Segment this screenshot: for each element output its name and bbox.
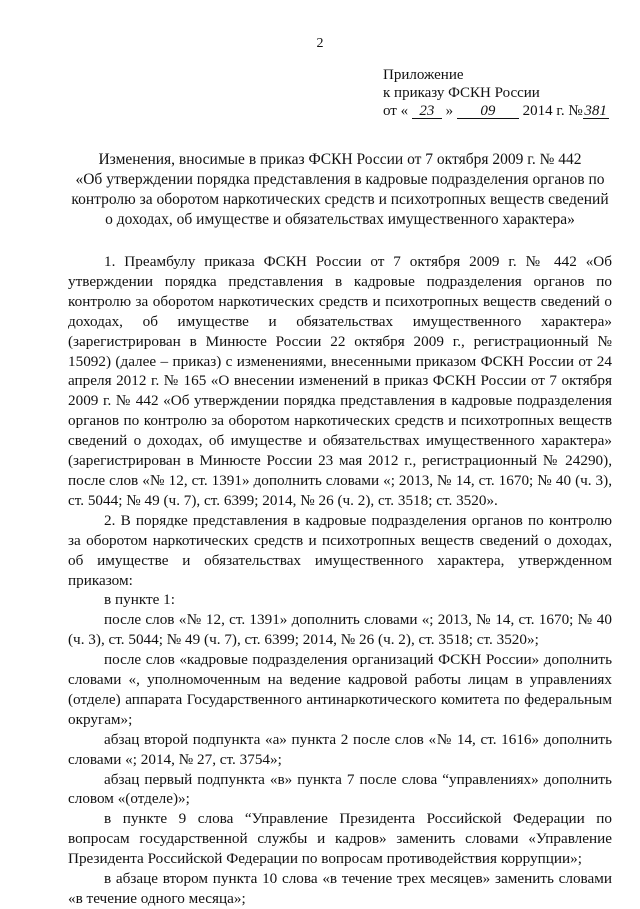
date-year: 2014 г. № — [522, 103, 583, 119]
paragraph-point-9: в пункте 9 слова “Управление Президента Российской Федерации по вопросам государственной службы и кадров» заменить словами «Управление Президента Российской Федерации по вопросам противодействия коррупции»; — [68, 810, 612, 868]
paragraph-subpoint-a: абзац второй подпункта «а» пункта 2 после слов «№ 14, ст. 1616» дополнить словами «; 2014, № 27, ст. 3754»; — [68, 730, 612, 768]
paragraph-point-1: в пункте 1: — [104, 591, 175, 609]
annex-title: Приложение — [383, 67, 464, 83]
page-number: 2 — [316, 36, 324, 51]
title-line: «Об утверждении порядка представления в кадровые подразделения органов по — [75, 171, 605, 188]
paragraph-after-words-2: после слов «кадровые подразделения организаций ФСКН России» дополнить словами «, уполномоченным на ведение кадровой работы лицам в управлениях (отделе) аппарата Государственного антинаркотического комитета по федеральным округам»; — [68, 651, 612, 728]
annex-date-line — [383, 102, 609, 120]
annex-order-ref: к приказу ФСКН России — [383, 85, 540, 101]
title-line: контролю за оборотом наркотических средств и психотропных веществ сведений — [71, 191, 609, 208]
date-mid: » — [445, 103, 454, 119]
document-title — [70, 150, 610, 230]
paragraph-point-10: в абзаце втором пункта 10 слова «в течение трех месяцев» заменить словами «в течение одного месяца»; — [68, 870, 612, 907]
date-month: 09 — [457, 104, 519, 119]
order-number: 381 — [584, 103, 607, 119]
date-day: 23 — [412, 104, 442, 119]
date-prefix: от « — [383, 103, 409, 119]
annex-block — [383, 66, 609, 120]
paragraph-after-words-1: после слов «№ 12, ст. 1391» дополнить словами «; 2013, № 14, ст. 1670; № 40 (ч. 3), ст. 5044; № 49 (ч. 7), ст. 6399; 2014, № 26 (ч. 2), ст. 3518; ст. 3520»; — [68, 611, 612, 649]
document-body — [68, 252, 612, 909]
title-line: Изменения, вносимые в приказ ФСКН России от 7 октября 2009 г. № 442 — [98, 151, 582, 168]
paragraph-1: 1. Преамбулу приказа ФСКН России от 7 октября 2009 г. № 442 «Об утверждении порядка представления в кадровые подразделения органов по контролю за оборотом наркотических средств и психотропных веществ сведений о доходах, об имуществе и обязательствах имущественного характера» (зарегистрирован в Минюсте России 22 октября 2009 г., регистрационный № 15092) (далее – приказ) с изменениями, внесенными приказом ФСКН России от 24 апреля 2012 г. № 165 «О внесении изменений в приказ ФСКН России от 7 октября 2009 г. № 442 «Об утверждении порядка представления в кадровые подразделения органов по контролю за оборотом наркотических средств и психотропных веществ сведений о доходах, об имуществе и обязательствах имущественного характера» (зарегистрирован в Минюсте России 23 мая 2012 г., регистрационный № 24290), после слов «№ 12, ст. 1391» дополнить словами «; 2013, № 14, ст. 1670; № 40 (ч. 3), ст. 5044; № 49 (ч. 7), ст. 6399; 2014, № 26 (ч. 2), ст. 3518; ст. 3520». — [68, 253, 612, 509]
title-line: о доходах, об имуществе и обязательствах имущественного характера» — [105, 211, 575, 228]
paragraph-2: 2. В порядке представления в кадровые подразделения органов по контролю за оборотом наркотических средств и психотропных веществ сведений о доходах, об имуществе и обязательствах имущественного характера, утвержденном приказом: — [68, 511, 612, 589]
paragraph-subpoint-v: абзац первый подпункта «в» пункта 7 после слова “управлениях» дополнить словом «(отделе)»; — [68, 770, 612, 808]
